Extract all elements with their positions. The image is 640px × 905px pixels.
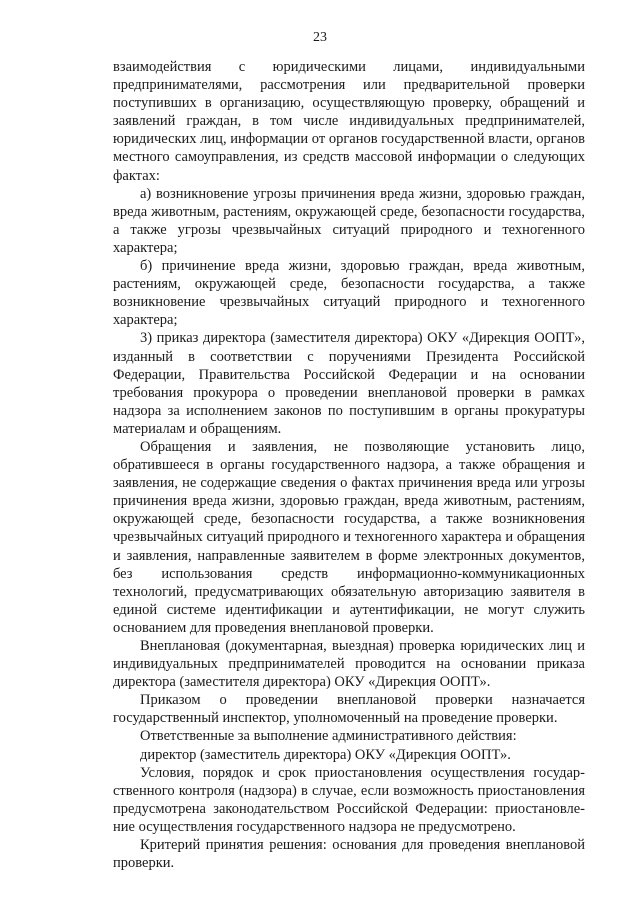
paragraph-order: Приказом о проведении внеплановой проверки назначается государственный инспектор, уполномоченный на проведение проверки. xyxy=(113,692,585,727)
page-number: 23 xyxy=(313,30,327,45)
paragraph-director: директор (заместитель директора) ОКУ «Дирекция ООПТ». xyxy=(140,746,511,763)
paragraph-decision-criterion: Критерий принятия решения: основания для проведения внеплановой проверки. xyxy=(113,837,585,872)
paragraph-appeals: Обращения и заявления, не позволяющие установить лицо, обратившееся в органы государственного надзора, а также обращения и заявления, не содержащие сведения о фактах причинения вреда или угрозы причинения вреда жизни, здоровью граждан, вреда животным, растениям, окружающей среде, безопасности государства, а также возникновения чрезвычайных ситуаций природного и техногенного характера и обращения и заявления, направленные заявителем в форме электронных документов, без использования средств информационно-коммуникационных технологий, предусматривающих обязательную авторизацию заявителя в единой системе идентификации и аутентификации, не могут служить основанием для проведения внеплановой проверки. xyxy=(113,438,585,636)
paragraph-suspension-conditions: Условия, порядок и срок приостановления осуществления государ-ственного контроля (надзора) в случае, если возможность приостановления предусмотрена законодательством Российской Федерации: приостановле-ние осуществления государственного надзора не предусмотрено. xyxy=(113,764,585,835)
body-text xyxy=(113,58,585,872)
paragraph-item-a: а) возникновение угрозы причинения вреда жизни, здоровью граждан, вреда животным, растениям, окружающей среде, безопасности государства, а также угрозы чрезвычайных ситуаций природного и техногенного характера; xyxy=(113,185,585,256)
paragraph-responsible: Ответственные за выполнение административного действия: xyxy=(140,728,517,745)
paragraph-item-3: 3) приказ директора (заместителя директора) ОКУ «Дирекция ООПТ», изданный в соответствии с поручениями Президента Российской Федерации, Правительства Российской Федерации и на основании требования прокурора о проведении внеплановой проверки в рамках надзора за исполнением законов по поступившим в органы прокуратуры материалам и обращениям. xyxy=(113,330,585,437)
paragraph-continuation: взаимодействия с юридическими лицами, индивидуальными предпринимателями, рассмотрения или предварительной проверки поступивших в организацию, осуществляющую проверку, обращений и заявлений граждан, в том числе индивидуальных предпринимателей, юридических лиц, информации от органов государственной власти, органов местного самоуправления, из средств массовой информации о следующих фактах: xyxy=(113,59,586,184)
paragraph-item-b: б) причинение вреда жизни, здоровью граждан, вреда животным, растениям, окружающей среде, безопасности государства, а также возникновение чрезвычайных ситуаций природного и техногенного характера; xyxy=(113,258,585,329)
paragraph-unscheduled-inspection: Внеплановая (документарная, выездная) проверка юридических лиц и индивидуальных предпринимателей проводится на основании приказа директора (заместителя директора) ОКУ «Дирекция ООПТ». xyxy=(113,638,585,691)
